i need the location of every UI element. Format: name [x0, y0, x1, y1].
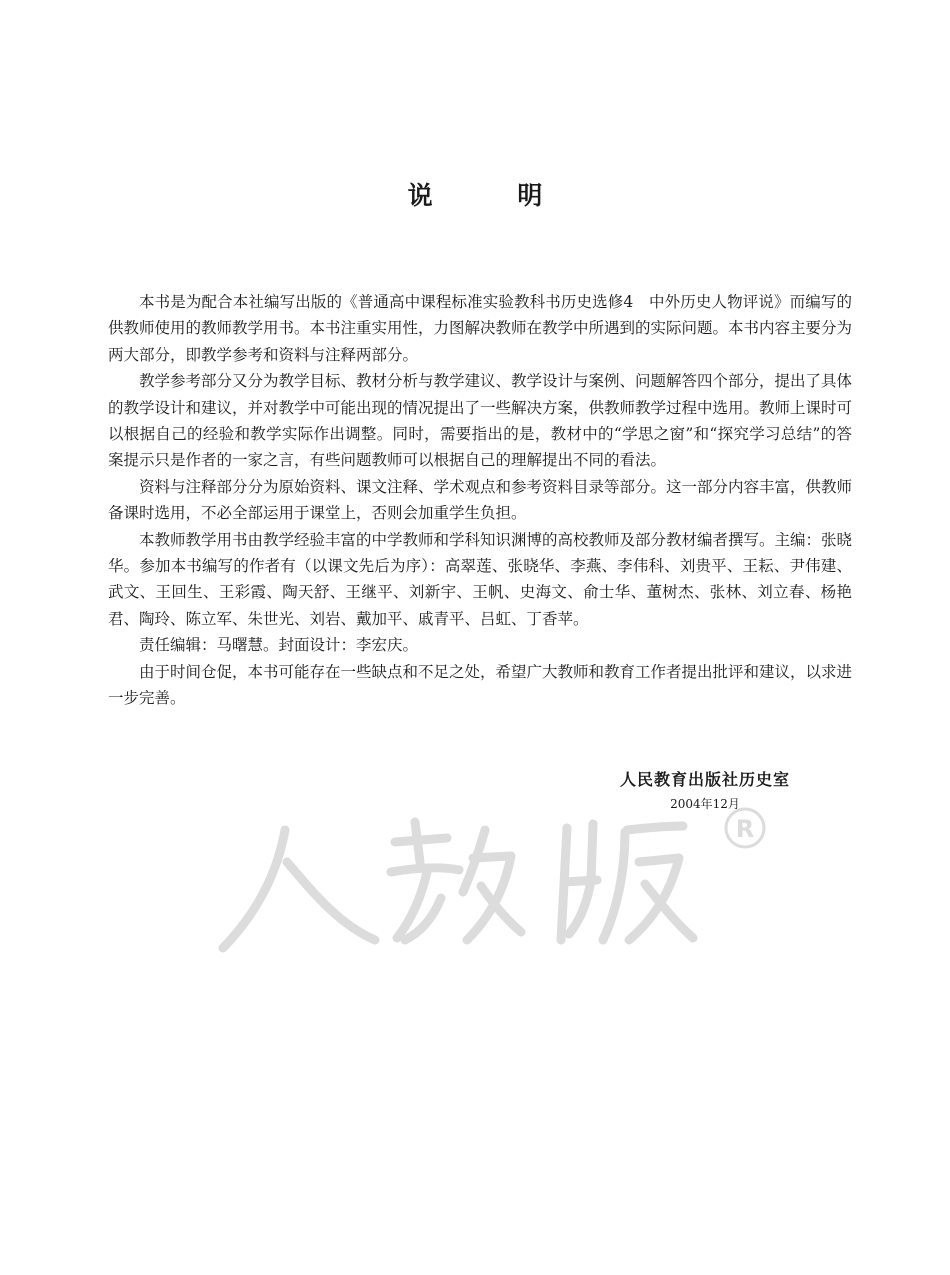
body-text — [108, 289, 852, 712]
signature-date: 2004年12月 — [670, 797, 740, 811]
watermark-stroke — [395, 838, 447, 842]
watermark-stroke — [627, 826, 683, 830]
paragraph-closing: 由于时间仓促，本书可能存在一些缺点和不足之处，希望广大教师和教育工作者提出批评和建议，以求进一步完善。 — [108, 662, 853, 708]
paragraph-intro: 本书是为配合本社编写出版的《普通高中课程标准实验教科书历史选修4 中外历史人物评说》而编写的供教师使用的教师教学用书。本书注重实用性，力图解决教师在教学中所遇到的实际问题。本书内容主要分为两大部分，即教学参考和资料与注释两部分。 — [108, 293, 853, 364]
signature-organization: 人民教育出版社历史室 — [619, 770, 790, 789]
page-title: 说 明 — [407, 181, 581, 210]
paragraph-teaching-reference: 教学参考部分又分为教学目标、教材分析与教学建议、教学设计与案例、问题解答四个部分，提出了具体的教学设计和建议，并对教学中可能出现的情况提出了一些解决方案，供教师教学过程中选用。教师上课时可以根据自己的经验和教学实际作出调整。同时，需要指出的是，教材中的“学思之窗”和“探究学习总结”的答案提示只是作者的一家之言，有些问题教师可以根据自己的理解提出不同的看法。 — [108, 372, 853, 470]
paragraph-editors: 责任编辑：马曙慧。封面设计：李宏庆。 — [139, 636, 419, 655]
paragraph-authors: 本教师教学用书由教学经验丰富的中学教师和学科知识渊博的高校教师及部分教材编者撰写。主编：张晓华。参加本书编写的作者有（以课文先后为序）：高翠莲、张晓华、李燕、李伟科、刘贵平、王耘、尹伟建、武文、王回生、王彩霞、陶天舒、王继平、刘新宇、王帆、史海文、俞士华、董树杰、张林、刘立春、杨艳君、陶玲、陈立军、朱世光、刘岩、戴加平、戚青平、吕虹、丁香苹。 — [108, 530, 853, 628]
publisher-watermark-logo — [215, 800, 775, 960]
watermark-stroke — [603, 832, 625, 940]
watermark-stroke — [565, 880, 597, 882]
watermark-stroke — [287, 862, 375, 940]
paragraph-materials-notes: 资料与注释部分分为原始资料、课文注释、学术观点和参考资料目录等部分。这一部分内容丰富，供教师备课时选用，不必全部运用于课堂上，否则会加重学生负担。 — [108, 477, 853, 523]
watermark-stroke — [223, 830, 285, 948]
registered-mark-letter: R — [735, 815, 755, 843]
